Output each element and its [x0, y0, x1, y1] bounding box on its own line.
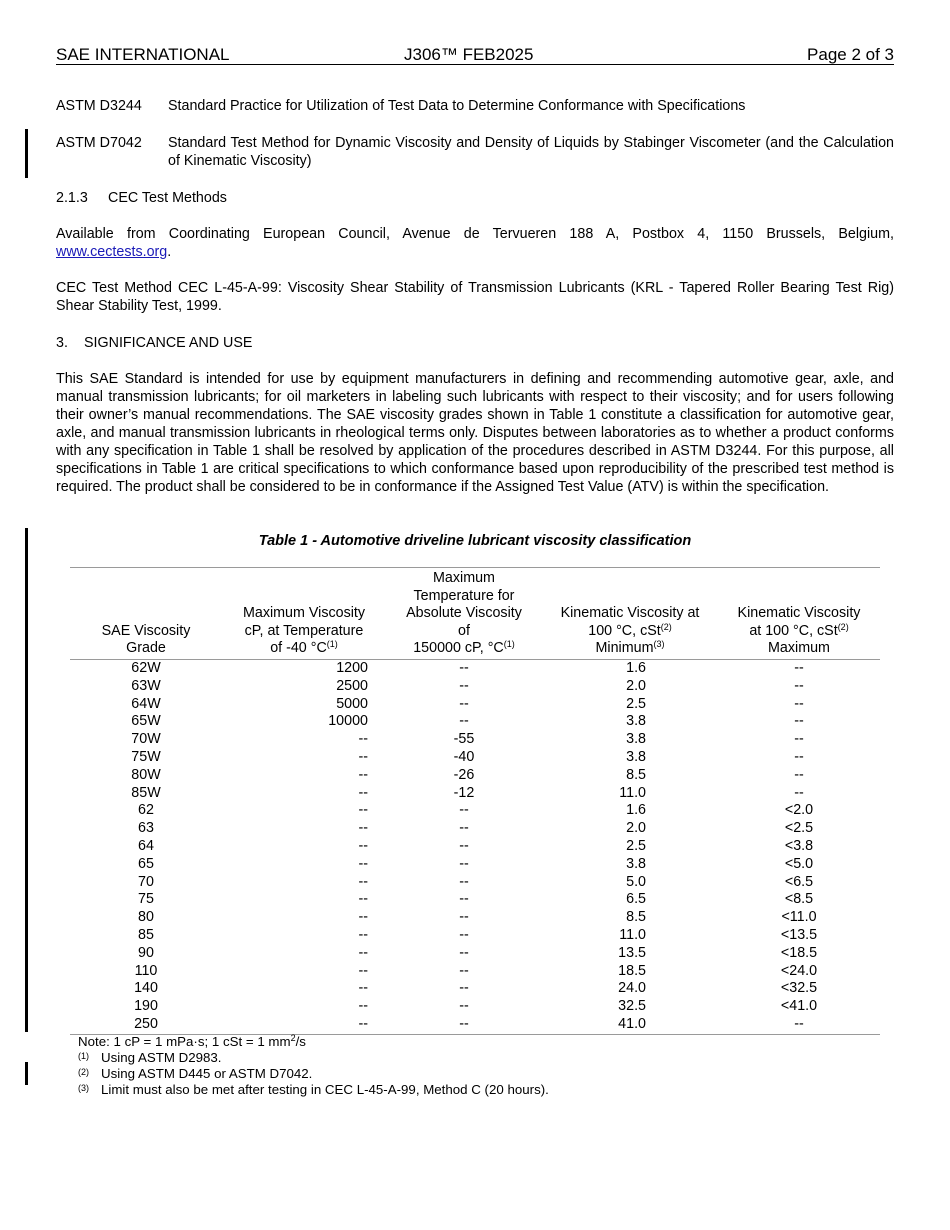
cell-grade: 90: [138, 944, 154, 961]
cell-kinematic-max: <18.5: [780, 944, 818, 961]
units-note: Note: 1 cP = 1 mPa·s; 1 cSt = 1 $mm^2/s$: [78, 1033, 306, 1049]
cell-max-temperature: --: [459, 980, 469, 997]
cell-max-temperature: --: [459, 944, 469, 961]
cell-kinematic-max: <11.0: [781, 909, 817, 926]
reference-entry: [56, 134, 894, 170]
table-row: [70, 891, 880, 909]
cell-grade: 65: [138, 855, 154, 872]
change-bar: [25, 1062, 28, 1085]
cell-kinematic-min: 3.8: [626, 855, 646, 872]
cec-availability: [56, 225, 894, 261]
cell-kinematic-min: 2.0: [626, 820, 646, 837]
cell-kinematic-max: --: [794, 784, 804, 801]
table-body: [70, 660, 880, 1034]
reference-title: Standard Practice for Utilization of Test Data to Determine Conformance with Specifications: [168, 98, 746, 114]
cell-max-temperature: --: [459, 873, 469, 890]
section-heading-2-1-3: [56, 189, 894, 207]
header-sae-grade: SAE Viscosity Grade: [101, 622, 191, 657]
reference-entry: [56, 97, 894, 115]
cell-grade: 80: [138, 909, 154, 926]
cell-max-temperature: --: [459, 820, 469, 837]
cell-grade: 85W: [131, 784, 161, 801]
cell-kinematic-max: <32.5: [780, 980, 818, 997]
cell-max-viscosity: --: [358, 766, 368, 783]
table-row: [70, 713, 880, 731]
cell-max-temperature: -40: [453, 748, 475, 765]
cell-grade: 70W: [131, 731, 161, 748]
reference-title: Standard Test Method for Dynamic Viscosity and Density of Liquids by Stabinger Viscometer (and the Calculation of Kinematic Viscosity): [168, 135, 894, 169]
cell-max-temperature: --: [459, 695, 469, 712]
cell-grade: 65W: [131, 713, 161, 730]
cell-kinematic-min: 2.5: [626, 695, 646, 712]
cell-kinematic-min: 3.8: [626, 713, 646, 730]
footnote: (2) Using ASTM D445 or ASTM D7042.: [78, 1066, 313, 1081]
cell-max-viscosity: --: [358, 926, 368, 943]
cell-grade: 62: [138, 802, 154, 819]
cell-max-viscosity: --: [358, 998, 368, 1015]
cell-kinematic-min: 6.5: [626, 891, 646, 908]
cell-kinematic-min: 18.5: [618, 962, 646, 979]
cell-kinematic-max: --: [794, 677, 804, 694]
cell-max-viscosity: --: [358, 909, 368, 926]
header-page-number: Page 2 of 3: [807, 45, 894, 64]
cell-grade: 250: [134, 1015, 158, 1032]
cell-max-temperature: --: [459, 998, 469, 1015]
change-bar: [25, 129, 28, 178]
cell-max-temperature: --: [459, 891, 469, 908]
cell-kinematic-min: 32.5: [618, 998, 646, 1015]
cell-kinematic-max: <6.5: [784, 873, 814, 890]
cell-kinematic-max: --: [794, 731, 804, 748]
cell-max-temperature: -26: [453, 766, 475, 783]
cell-max-temperature: --: [459, 1015, 469, 1032]
header-doc-id: J306™ FEB2025: [404, 45, 534, 64]
change-bar: [25, 528, 28, 1032]
cell-kinematic-min: 11.0: [619, 926, 646, 943]
table-row: [70, 838, 880, 856]
cell-max-viscosity: --: [358, 837, 368, 854]
table-row: [70, 963, 880, 981]
table-row: [70, 927, 880, 945]
table-row: [70, 785, 880, 803]
table-row: [70, 731, 880, 749]
cell-kinematic-min: 5.0: [626, 873, 646, 890]
cell-kinematic-max: --: [794, 660, 804, 676]
table-row: [70, 802, 880, 820]
header-kinematic-max: Kinematic Viscosity at 100 °C, cSt$^{(2)}$ Maximum: [737, 605, 861, 657]
cell-kinematic-min: 1.6: [626, 660, 646, 676]
table-row: [70, 909, 880, 927]
cell-grade: 190: [134, 998, 158, 1015]
cell-kinematic-max: <2.0: [784, 802, 814, 819]
cell-kinematic-min: 3.8: [626, 731, 646, 748]
footnote: (1) Using ASTM D2983.: [78, 1050, 222, 1065]
cell-kinematic-min: 41.0: [618, 1015, 646, 1032]
section-title: CEC Test Methods: [108, 190, 227, 206]
cell-kinematic-max: <5.0: [784, 855, 814, 872]
cell-max-viscosity: --: [358, 944, 368, 961]
cell-kinematic-max: --: [794, 695, 804, 712]
cell-max-temperature: -55: [453, 731, 475, 748]
cell-max-viscosity: --: [358, 748, 368, 765]
cell-kinematic-min: 2.0: [626, 677, 646, 694]
footnote: (3) Limit must also be met after testing in CEC L-45-A-99, Method C (20 hours).: [78, 1082, 549, 1097]
link-suffix: .: [167, 244, 172, 260]
cell-kinematic-max: <2.5: [784, 820, 814, 837]
cell-kinematic-max: --: [794, 713, 804, 730]
cell-kinematic-min: 2.5: [626, 837, 646, 854]
header-max-viscosity: Maximum Viscosity cP, at Temperature of -40 $^\circ C^{(1)}$: [242, 605, 366, 657]
header-org: SAE INTERNATIONAL: [56, 45, 230, 64]
cell-kinematic-max: --: [794, 1015, 804, 1032]
cell-grade: 63: [138, 820, 154, 837]
section-title: SIGNIFICANCE AND USE: [84, 335, 253, 351]
cell-max-viscosity: --: [358, 962, 368, 979]
table-row: [70, 820, 880, 838]
cell-max-viscosity: --: [358, 980, 368, 997]
availability-text: Available from Coordinating European Council, Avenue de Tervueren 188 A, Postbox 4, 1150 Brussels, Belgium,: [56, 226, 894, 242]
table-header: [70, 567, 880, 660]
table-row: [70, 998, 880, 1016]
cell-kinematic-min: 11.0: [619, 784, 646, 801]
cell-max-viscosity: --: [358, 891, 368, 908]
cell-max-viscosity: --: [358, 820, 368, 837]
cectests-link[interactable]: www.cectests.org: [56, 244, 168, 260]
cell-kinematic-max: <13.5: [780, 926, 818, 943]
section-number: 3.: [56, 335, 68, 351]
cell-kinematic-max: <3.8: [784, 837, 814, 854]
cell-max-viscosity: --: [358, 802, 368, 819]
cell-max-viscosity: 2500: [336, 677, 368, 694]
table-row: [70, 660, 880, 678]
document-page: [56, 0, 894, 1230]
cell-grade: 63W: [131, 677, 161, 694]
cell-kinematic-min: 3.8: [626, 748, 646, 765]
section-number: 2.1.3: [56, 190, 88, 206]
reference-code: ASTM D7042: [56, 135, 142, 151]
cell-grade: 64W: [131, 695, 161, 712]
table-caption: Table 1 - Automotive driveline lubricant viscosity classification: [258, 533, 692, 549]
cell-max-viscosity: 5000: [336, 695, 368, 712]
table-row: [70, 767, 880, 785]
cell-grade: 70: [138, 873, 154, 890]
cell-max-temperature: --: [459, 713, 469, 730]
table-notes: [78, 1034, 549, 1098]
header-kinematic-min: Kinematic Viscosity at 100 °C, cSt$^{(2)}$ Minimum$^{(3)}$: [560, 605, 700, 657]
header-max-temperature: Maximum Temperature for Absolute Viscosity of 150000 cP, $^\circ C^{(1)}$: [406, 570, 522, 657]
cell-max-temperature: --: [459, 802, 469, 819]
cell-max-temperature: --: [459, 926, 469, 943]
cell-max-viscosity: --: [358, 784, 368, 801]
cell-grade: 75: [138, 891, 154, 908]
cell-kinematic-min: 8.5: [626, 766, 646, 783]
cell-kinematic-max: --: [794, 766, 804, 783]
table-row: [70, 678, 880, 696]
cell-max-temperature: --: [459, 855, 469, 872]
cell-max-viscosity: 1200: [336, 660, 368, 676]
cell-kinematic-min: 1.6: [626, 802, 646, 819]
cec-method-paragraph: CEC Test Method CEC L-45-A-99: Viscosity Shear Stability of Transmission Lubricants (KRL - Tapered Roller Bearing Test Rig) Shear Stability Test, 1999.: [56, 280, 894, 314]
table-row: [70, 945, 880, 963]
table-row: [70, 980, 880, 998]
cell-kinematic-max: <41.0: [780, 998, 818, 1015]
table-row: [70, 874, 880, 892]
cell-kinematic-min: 13.5: [618, 944, 646, 961]
cell-max-temperature: --: [459, 909, 469, 926]
table-row: [70, 1016, 880, 1034]
cell-max-temperature: --: [459, 962, 469, 979]
cell-max-viscosity: --: [358, 855, 368, 872]
viscosity-table: [70, 567, 880, 1035]
cell-max-temperature: --: [459, 677, 469, 694]
table-row: [70, 856, 880, 874]
cell-max-viscosity: --: [358, 873, 368, 890]
table-row: [70, 749, 880, 767]
page-header: [56, 45, 894, 65]
cell-kinematic-min: 24.0: [618, 980, 646, 997]
cell-max-viscosity: --: [358, 731, 368, 748]
cell-grade: 64: [138, 837, 154, 854]
cell-grade: 140: [134, 980, 158, 997]
cell-grade: 75W: [131, 748, 161, 765]
reference-code: ASTM D3244: [56, 98, 142, 114]
cell-max-temperature: --: [459, 837, 469, 854]
cell-kinematic-min: 8.5: [626, 909, 646, 926]
table-row: [70, 696, 880, 714]
cell-max-temperature: --: [459, 660, 469, 676]
cell-max-temperature: -12: [453, 784, 475, 801]
cell-grade: 110: [134, 962, 158, 979]
cell-kinematic-max: <8.5: [784, 891, 814, 908]
cell-kinematic-max: <24.0: [780, 962, 818, 979]
cell-kinematic-max: --: [794, 748, 804, 765]
cell-grade: 80W: [131, 766, 161, 783]
cell-grade: 62W: [131, 660, 161, 676]
section-heading-3: [56, 334, 894, 352]
cell-grade: 85: [138, 926, 154, 943]
cell-max-viscosity: --: [358, 1015, 368, 1032]
significance-paragraph: This SAE Standard is intended for use by equipment manufacturers in defining and recommending automotive gear, axle, and manual transmission lubricants; for oil marketers in labeling such lubricants with respect to their viscosity; and for users following their owner’s manual recommendations. The SAE viscosity grades shown in Table 1 constitute a classification for automotive gear, axle, and manual transmission lubricants in rheological terms only. Disputes between laboratories as to whether a product conforms with any specification in Table 1 shall be resolved by application of the procedures described in ASTM D3244. For this purpose, all specifications in Table 1 are critical specifications to which conformance based upon reproducibility of the prescribed test method is required. The product shall be considered to be in conformance if the Assigned Test Value (ATV) is within the specification.: [56, 371, 894, 495]
cell-max-viscosity: 10000: [328, 713, 368, 730]
